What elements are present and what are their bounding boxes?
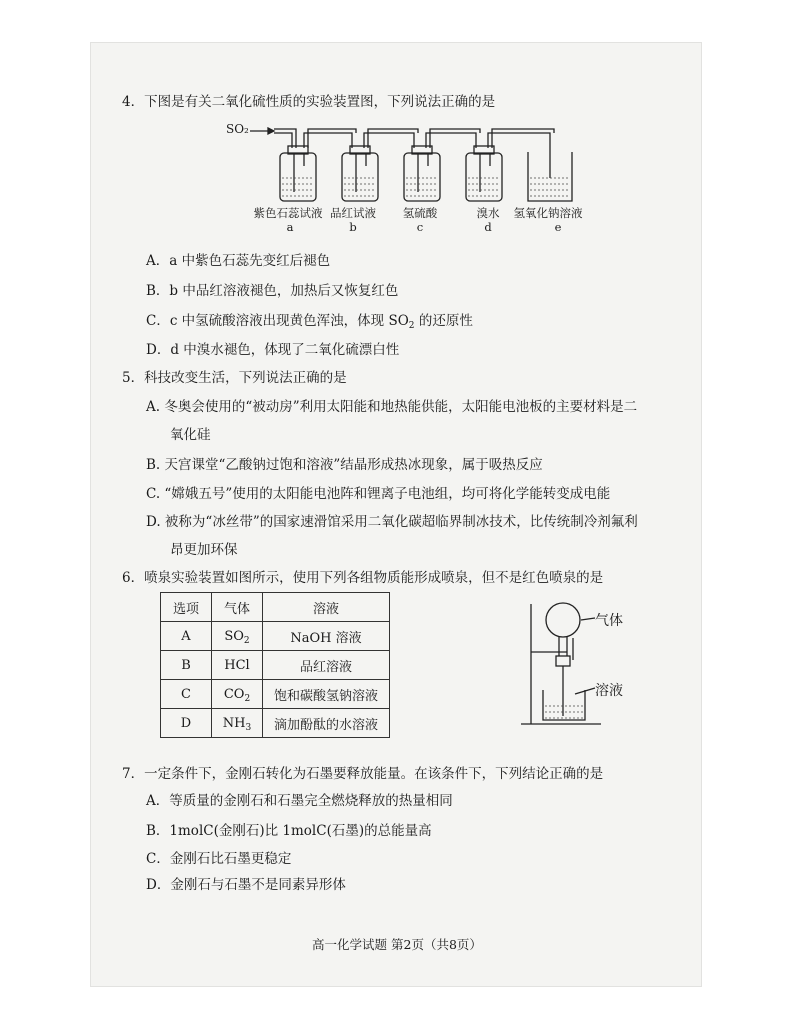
header-solution: 溶液: [263, 593, 390, 622]
q5-option-c: C. “嫦娥五号”使用的太阳能电池阵和锂离子电池组，均可将化学能转变成电能: [146, 486, 611, 502]
table-row: [161, 651, 390, 680]
cell-solution: 品红溶液: [263, 651, 390, 680]
header-gas: 气体: [212, 593, 263, 622]
q4-option-d: D．d 中溴水褪色，体现了二氧化硫漂白性: [146, 342, 400, 358]
q5-option-d-cont: 昂更加环保: [170, 542, 238, 558]
q7-option-b: B．1molC(金刚石)比 1molC(石墨)的总能量高: [146, 823, 432, 839]
cell-option: D: [161, 709, 212, 738]
q5-option-b: B. 天宫课堂“乙酸钠过饱和溶液”结晶形成热冰现象，属于吸热反应: [146, 457, 543, 473]
bottle-e-label: 氢氧化钠溶液: [513, 206, 583, 220]
bottle-b-letter: b: [349, 220, 357, 234]
q7-option-d: D．金刚石与石墨不是同素异形体: [146, 877, 346, 893]
q5-option-a-cont: 氧化硅: [170, 427, 211, 443]
q5-option-a: A. 冬奥会使用的“被动房”利用太阳能和地热能供能，太阳能电池板的主要材料是二: [146, 399, 638, 415]
q4-apparatus-diagram: [220, 118, 600, 206]
cell-solution: 滴加酚酞的水溶液: [263, 709, 390, 738]
table-header-row: [161, 593, 390, 622]
q7-option-c: C．金刚石比石墨更稳定: [146, 851, 292, 867]
bottle-c-letter: c: [416, 220, 424, 234]
page-footer: 高一化学试题 第2页（共8页）: [312, 937, 482, 952]
header-option: 选项: [161, 593, 212, 622]
q6-stem: 6．喷泉实验装置如图所示，使用下列各组物质能形成喷泉，但不是红色喷泉的是: [122, 570, 604, 586]
q4-gas-label: SO₂: [226, 122, 249, 136]
table-row: [161, 680, 390, 709]
bottle-a-letter: a: [286, 220, 294, 234]
q4-option-c: C．c 中氢硫酸溶液出现黄色浑浊，体现 $SO_2$ 的还原性: [146, 313, 473, 331]
q4-stem: 4．下图是有关二氧化硫性质的实验装置图，下列说法正确的是: [122, 94, 496, 110]
table-row: [161, 709, 390, 738]
bottle-a-label: 紫色石蕊试液: [253, 206, 323, 220]
bottle-e-letter: e: [554, 220, 562, 234]
bottle-c-label: 氢硫酸: [402, 206, 438, 220]
q5-stem: 5．科技改变生活，下列说法正确的是: [122, 370, 347, 386]
cell-solution: NaOH 溶液: [263, 622, 390, 651]
q4-option-b: B．b 中品红溶液褪色，加热后又恢复红色: [146, 283, 399, 299]
q7-stem: 7．一定条件下，金刚石转化为石墨要释放能量。在该条件下，下列结论正确的是: [122, 766, 604, 782]
q7-option-a: A．等质量的金刚石和石墨完全燃烧释放的热量相同: [146, 793, 453, 809]
cell-option: C: [161, 680, 212, 709]
cell-solution: 饱和碳酸氢钠溶液: [263, 680, 390, 709]
cell-gas: HCl: [212, 651, 263, 680]
q4-option-a: A．a 中紫色石蕊先变红后褪色: [146, 253, 331, 269]
cell-gas: $NH_3$: [212, 709, 263, 738]
fig-gas-label: 气体: [595, 613, 623, 629]
cell-gas: $CO_2$: [212, 680, 263, 709]
cell-option: A: [161, 622, 212, 651]
bottle-b-label: 品红试液: [330, 206, 376, 220]
bottle-d-letter: d: [484, 220, 492, 234]
q6-table: [160, 592, 390, 738]
cell-option: B: [161, 651, 212, 680]
cell-gas: $SO_2$: [212, 622, 263, 651]
fig-solution-label: 溶液: [595, 683, 623, 699]
table-row: [161, 622, 390, 651]
bottle-d-label: 溴水: [476, 206, 500, 220]
q5-option-d: D. 被称为“冰丝带”的国家速滑馆采用二氧化碳超临界制冰技术，比传统制冷剂氟利: [146, 514, 638, 530]
